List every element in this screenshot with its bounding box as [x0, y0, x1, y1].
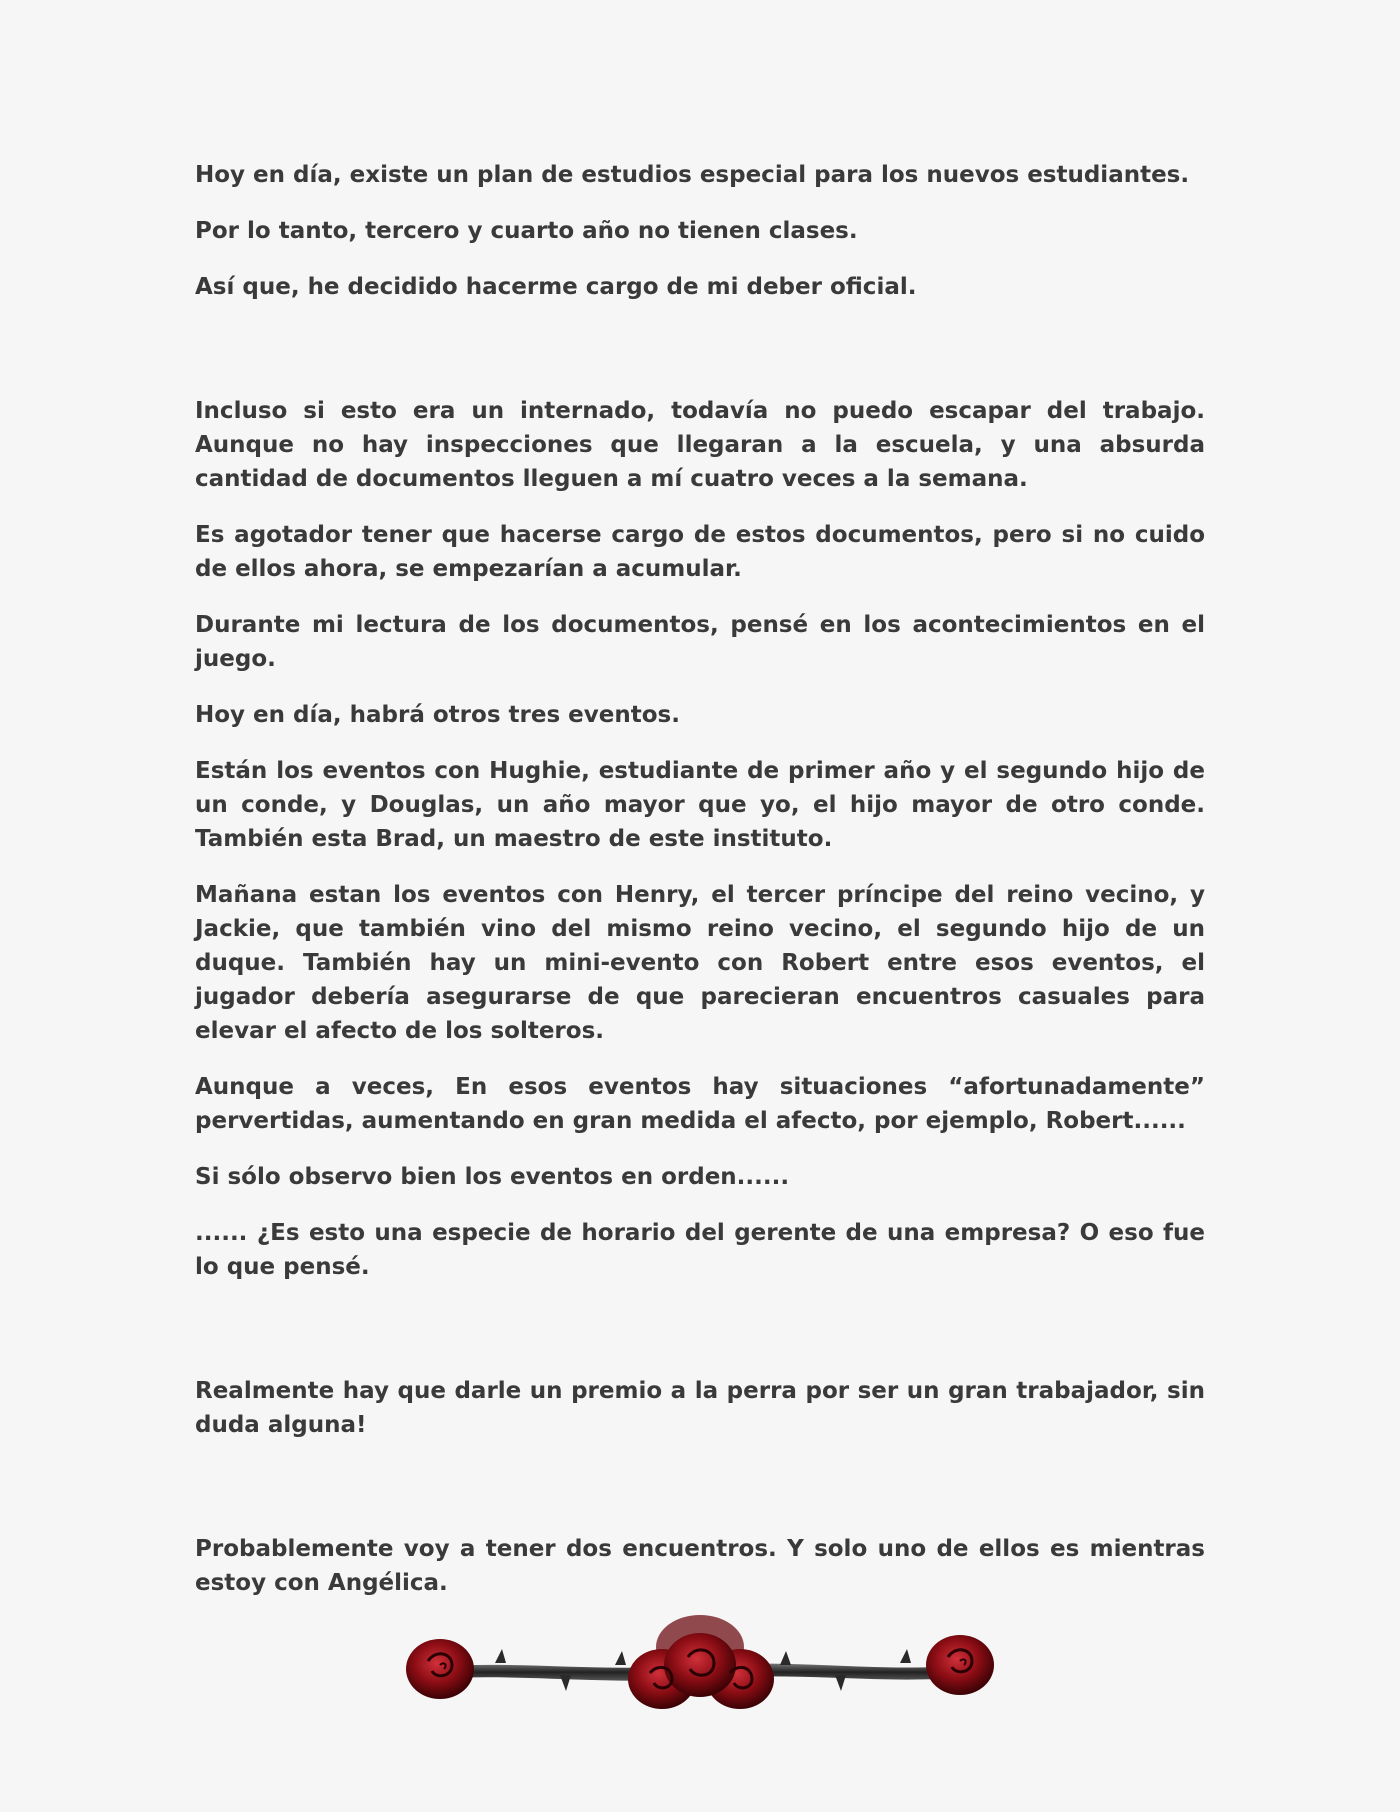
paragraph: Están los eventos con Hughie, estudiante de primer año y el segundo hijo de un conde, y Douglas, un año mayor que yo, el hijo mayor de otro conde. También esta Brad, un maestro de este instituto.: [195, 758, 1205, 852]
paragraph: Incluso si esto era un internado, todavía no puedo escapar del trabajo. Aunque no hay inspecciones que llegaran a la escuela, y una absurda cantidad de documentos lleguen a mí cuatro veces a la semana.: [195, 398, 1205, 492]
paragraph: Así que, he decidido hacerme cargo de mi deber oficial.: [195, 274, 917, 300]
paragraph: Si sólo observo bien los eventos en orden......: [195, 1164, 790, 1190]
document-body: [195, 158, 1205, 1622]
paragraph: Hoy en día, habrá otros tres eventos.: [195, 702, 680, 728]
paragraph: Por lo tanto, tercero y cuarto año no tienen clases.: [195, 218, 858, 244]
paragraph: Durante mi lectura de los documentos, pensé en los acontecimientos en el juego.: [195, 612, 1205, 672]
paragraph: Realmente hay que darle un premio a la perra por ser un gran trabajador, sin duda alguna!: [195, 1378, 1205, 1438]
paragraph: Hoy en día, existe un plan de estudios especial para los nuevos estudiantes.: [195, 162, 1190, 188]
paragraph: Probablemente voy a tener dos encuentros. Y solo uno de ellos es mientras estoy con Angélica.: [195, 1536, 1205, 1596]
paragraph: Mañana estan los eventos con Henry, el tercer príncipe del reino vecino, y Jackie, que también vino del mismo reino vecino, el segundo hijo de un duque. También hay un mini-evento con Robert entre esos eventos, el jugador debería asegurarse de que parecieran encuentros casuales para elevar el afecto de los solteros.: [195, 882, 1205, 1044]
paragraph: Es agotador tener que hacerse cargo de estos documentos, pero si no cuido de ellos ahora, se empezarían a acumular.: [195, 522, 1205, 582]
paragraph: ...... ¿Es esto una especie de horario del gerente de una empresa? O eso fue lo que pensé.: [195, 1220, 1205, 1280]
rose-divider-icon: [400, 1605, 1000, 1725]
paragraph: Aunque a veces, En esos eventos hay situaciones “afortunadamente” pervertidas, aumentando en gran medida el afecto, por ejemplo, Robert......: [195, 1074, 1205, 1134]
